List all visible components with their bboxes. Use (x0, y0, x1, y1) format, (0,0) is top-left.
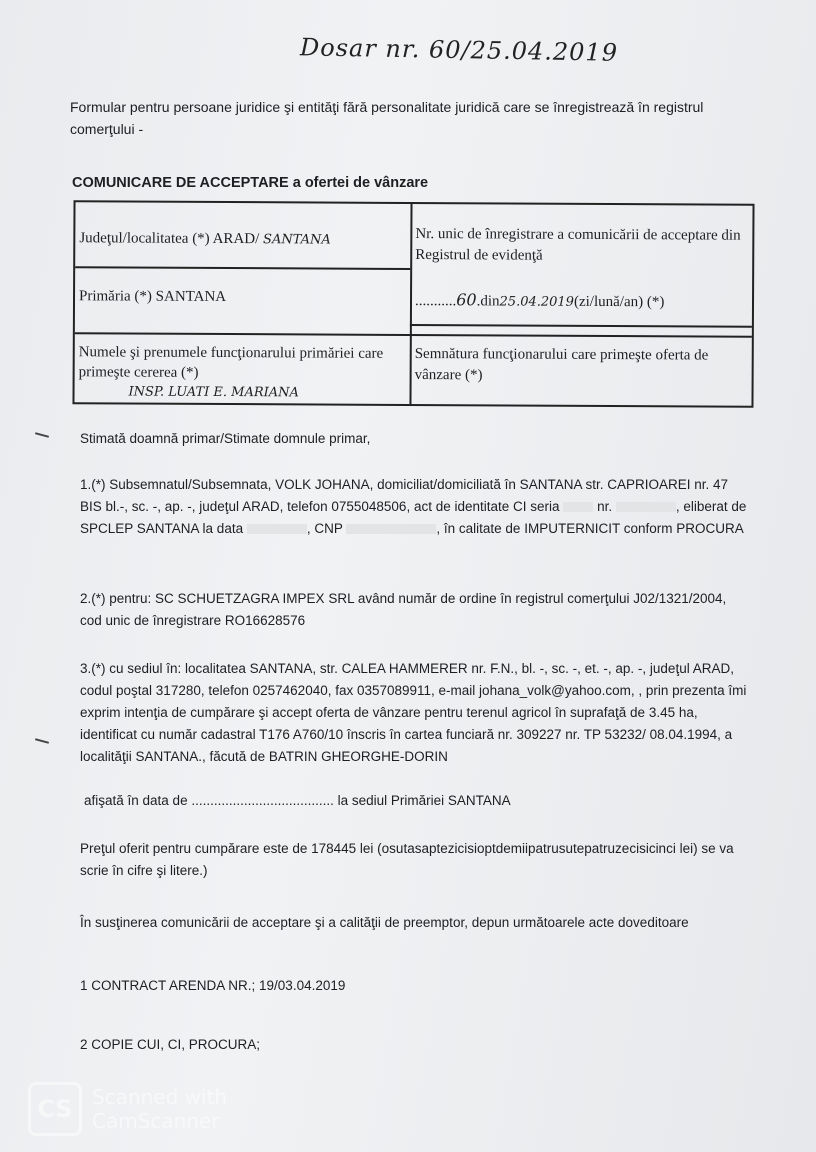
cell-registration-number-label: Nr. unic de înregistrare a comunicării de acceptare din Registrul de evidenţă (415, 226, 741, 264)
table-divider-right-1 (410, 324, 752, 328)
paragraph-3-offer: 3.(*) cu sediul în: localitatea SANTANA, str. CALEA HAMMERER nr. F.N., bl. -, sc. -, et. -, ap. -, judeţul ARAD, codul poştal 317280, telefon 0257462040, fax 0357089911, e-mail johana_volk@yahoo.com, , prin prezenta îmi exprim intenţia de cumpărare şi accept oferta de vânzare pentru terenul agricol în suprafaţă de 3.45 ha, identificat cu număr cadastral T176 A760/10 înscris în cartea funciară nr. 309227 nr. TP 53232/ 08.04.1994, a localităţii SANTANA., făcută de BATRIN GHEORGHE-DORIN (80, 661, 747, 764)
margin-mark (35, 738, 49, 744)
county-label: Judeţul/localitatea (*) ARAD/ (79, 230, 260, 248)
handwritten-locality: SANTANA (263, 232, 331, 248)
heading-rest: a ofertei de vânzare (288, 175, 429, 191)
camscanner-logo-icon: CS (28, 1082, 82, 1136)
margin-mark (35, 432, 49, 438)
cell-registration-number: ...........60.din25.04.2019(zi/lună/an) (*) (414, 290, 665, 311)
official-name-label: Numele şi prenumele funcţionarului primăriei care primeşte cererea (*) (78, 344, 384, 381)
registration-table (72, 200, 754, 408)
redacted-cnp (346, 524, 436, 534)
heading-bold: COMUNICARE DE ACCEPTARE (72, 175, 289, 191)
list-item-2: 2 COPIE CUI, CI, PROCURA; (80, 1037, 261, 1052)
handwritten-reg-number: 60 (456, 290, 477, 310)
cell-county-locality (79, 230, 409, 249)
cell-city-hall: Primăria (*) SANTANA (78, 288, 227, 306)
watermark-line-1: Scanned with (92, 1085, 228, 1109)
handwritten-official-name: INSP. LUATI E. MARIANA (128, 384, 299, 401)
camscanner-watermark (28, 1082, 227, 1136)
paragraph-6-supporting-docs: În susţinerea comunicării de acceptare şi a calităţii de preemptor, depun următoarele acte doveditoare (80, 915, 689, 930)
paragraph-1-applicant: 1.(*) Subsemnatul/Subsemnata, VOLK JOHANA, domiciliat/domiciliată în SANTANA str. CAPRIOAREI nr. 47 BIS bl.-, sc. -, ap. -, judeţul ARAD, telefon 0755048506, act de identitate CI seria nr. , eliberat de SPCLEP SANTANA la data , CNP , în calitate de IMPUTERNICIT conform PROCURA (80, 477, 747, 536)
cell-official-name (78, 342, 408, 404)
cell-official-signature: Semnătura funcţionarului care primeşte oferta de vânzare (*) (414, 346, 709, 384)
greeting: Stimată doamnă primar/Stimate domnule primar, (80, 431, 371, 446)
paragraph-4-posting: afişată în data de ...................................... la sediul Primăriei SANTANA (84, 793, 511, 808)
paragraph-2-company: 2.(*) pentru: SC SCHUETZAGRA IMPEX SRL având număr de ordine în registrul comerţului J02/1321/2004, cod unic de înregistrare RO16628576 (80, 591, 727, 628)
form-heading (72, 175, 428, 191)
redacted-id-series (563, 502, 593, 512)
redacted-issue-date (247, 524, 307, 534)
table-divider-left-1 (75, 266, 410, 270)
form-intro-text: Formular pentru persoane juridice şi entităţi fără personalitate juridică care se înregistrează în registrul comerţului - (70, 99, 704, 137)
list-item-1: 1 CONTRACT ARENDA NR.; 19/03.04.2019 (80, 978, 346, 993)
table-divider-2 (75, 332, 752, 338)
paragraph-5-price: Preţul oferit pentru cumpărare este de 178445 lei (osutasaptezicisioptdemiipatrusutepatruzecisicinci lei) se va scrie în cifre şi litere.) (80, 841, 734, 878)
table-divider-vertical (409, 204, 412, 404)
watermark-line-2: CamScanner (92, 1109, 220, 1133)
handwritten-reg-date: 25.04.2019 (499, 294, 575, 310)
redacted-id-number (616, 502, 676, 512)
handwritten-file-number: Dosar nr. 60/25.04.2019 (299, 33, 619, 67)
